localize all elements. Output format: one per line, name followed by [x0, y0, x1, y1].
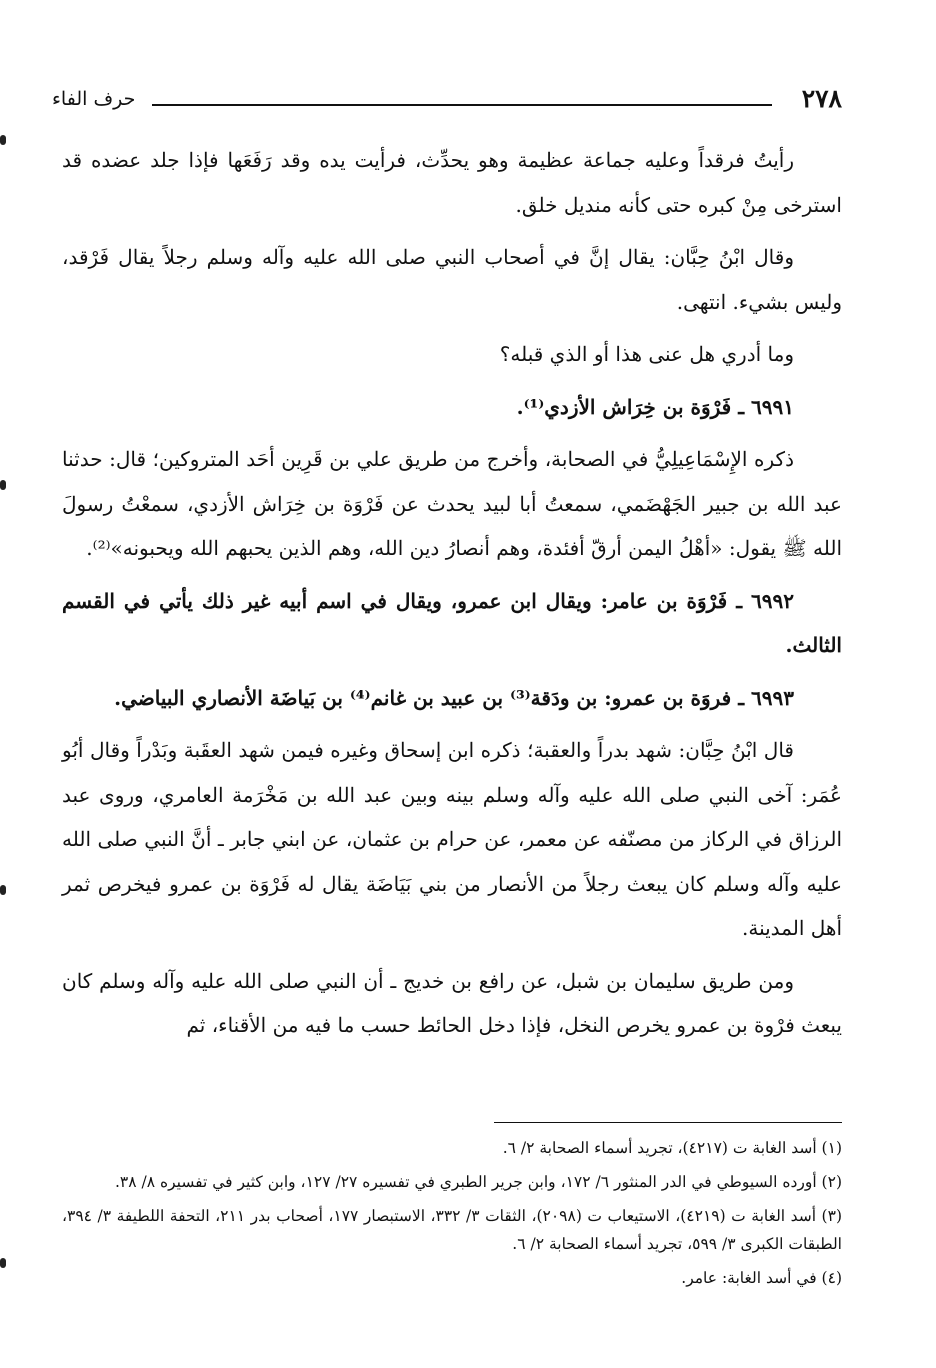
paragraph: وما أدري هل عنى هذا أو الذي قبله؟ [499, 342, 794, 366]
footnote-separator [494, 1122, 842, 1123]
paragraph: قال ابْنُ حِبَّان: شهد بدراً والعقبة؛ ذكره ابن إسحاق وغيره فيمن شهد العقَبة وبَدْراً وقال أبُو عُمَر: آخى النبي صلى الله عليه وآله وسلم بينه وبين عبد الله بن مَخْرَمة العامري، وروى عبد الرزاق في الركاز من مصنّفه عن معمر، عن حرام بن عثمان، عن ابني جابر ـ أنَّ النبي صلى الله عليه وآله وسلم كان يبعث رجلاً من الأنصار من بني بَيَاضَة يقال له فَرْوَة بن عمرو فيخرص ثمر أهل المدينة. [62, 738, 843, 940]
scan-margin-mark [0, 885, 6, 895]
paragraph: ذكره الإِسْمَاعِيلِيُّ في الصحابة، وأخرج من طريق علي بن قَرِين أحَد المتروكين؛ قال: حدثنا عبد الله بن جبير الجَهْضَمي، سمعتُ أبا لبيد يحدث عن فَرْوَة بن خِرَاش الأزدي، سمعْتُ رسولَ الله ﷺ يقول: «أهْلُ اليمن أرقّ أفئدة، وهم أنصارُ دين الله، وهم الذين يحبهم الله ويحبونه»⁽²⁾. [62, 447, 842, 560]
footnote: (١) أسد الغابة ت (٤٢١٧)، تجريد أسماء الصحابة ٢/ ٦. [502, 1139, 842, 1157]
footnotes [62, 1134, 842, 1298]
chapter-title: حرف الفاء [52, 88, 136, 110]
header-rule [152, 104, 772, 106]
entry-heading: ٦٩٩٣ ـ فروَة بن عمرو: بن ودَقة⁽³⁾ بن عبيد بن غانم⁽⁴⁾ بن بَياضَة الأنصاري البياضي. [114, 685, 794, 710]
paragraph: ومن طريق سليمان بن شبل، عن رافع بن خديج ـ أن النبي صلى الله عليه وآله وسلم كان يبعث فرْوة بن عمرو يخرص النخل، فإذا دخل الحائط حسب ما فيه من الأقناء، ثم [62, 968, 842, 1037]
paragraph: وقال ابْنُ حِبَّان: يقال إنَّ في أصحاب النبي صلى الله عليه وآله وسلم رجلاً يقال فَرْقد، وليس بشيء. انتهى. [62, 245, 842, 314]
entry-heading: ٦٩٩٢ ـ فَرْوَة بن عامر: ويقال ابن عمرو، ويقال في اسم أبيه غير ذلك يأتي في القسم الثالث. [62, 588, 842, 657]
footnote: (٢) أورده السيوطي في الدر المنثور ٦/ ١٧٢، وابن جرير الطبري في تفسيره ٢٧/ ١٢٧، وابن كثير في تفسيره ٨/ ٣٨. [114, 1173, 842, 1191]
scan-margin-mark [0, 135, 6, 145]
scan-margin-mark [0, 480, 6, 490]
page-number: ٢٧٨ [801, 84, 842, 113]
footnote: (٤) في أسد الغابة: عامر. [681, 1269, 842, 1287]
running-header [52, 82, 842, 116]
scan-margin-mark [0, 1258, 6, 1268]
main-text [62, 138, 842, 1056]
entry-heading: ٦٩٩١ ـ فَرْوَة بن خِرَاش الأزدي⁽¹⁾. [516, 394, 794, 419]
paragraph: رأيتُ فرقداً وعليه جماعة عظيمة وهو يحدِّث، فرأيت يده وقد رَفَعَها فإذا جلد عضده قد استرخى مِنْ كبره حتى كأنه منديل خلق. [62, 148, 842, 217]
footnote: (٣) أسد الغابة ت (٤٢١٩)، الاستيعاب ت (٢٠٩٨)، الثقات ٣/ ٣٣٢، الاستبصار ١٧٧، أصحاب بدر ٢١١، التحفة اللطيفة ٣/ ٣٩٤، الطبقات الكبرى ٣/ ٥٩٩، تجريد أسماء الصحابة ٢/ ٦. [62, 1207, 842, 1253]
